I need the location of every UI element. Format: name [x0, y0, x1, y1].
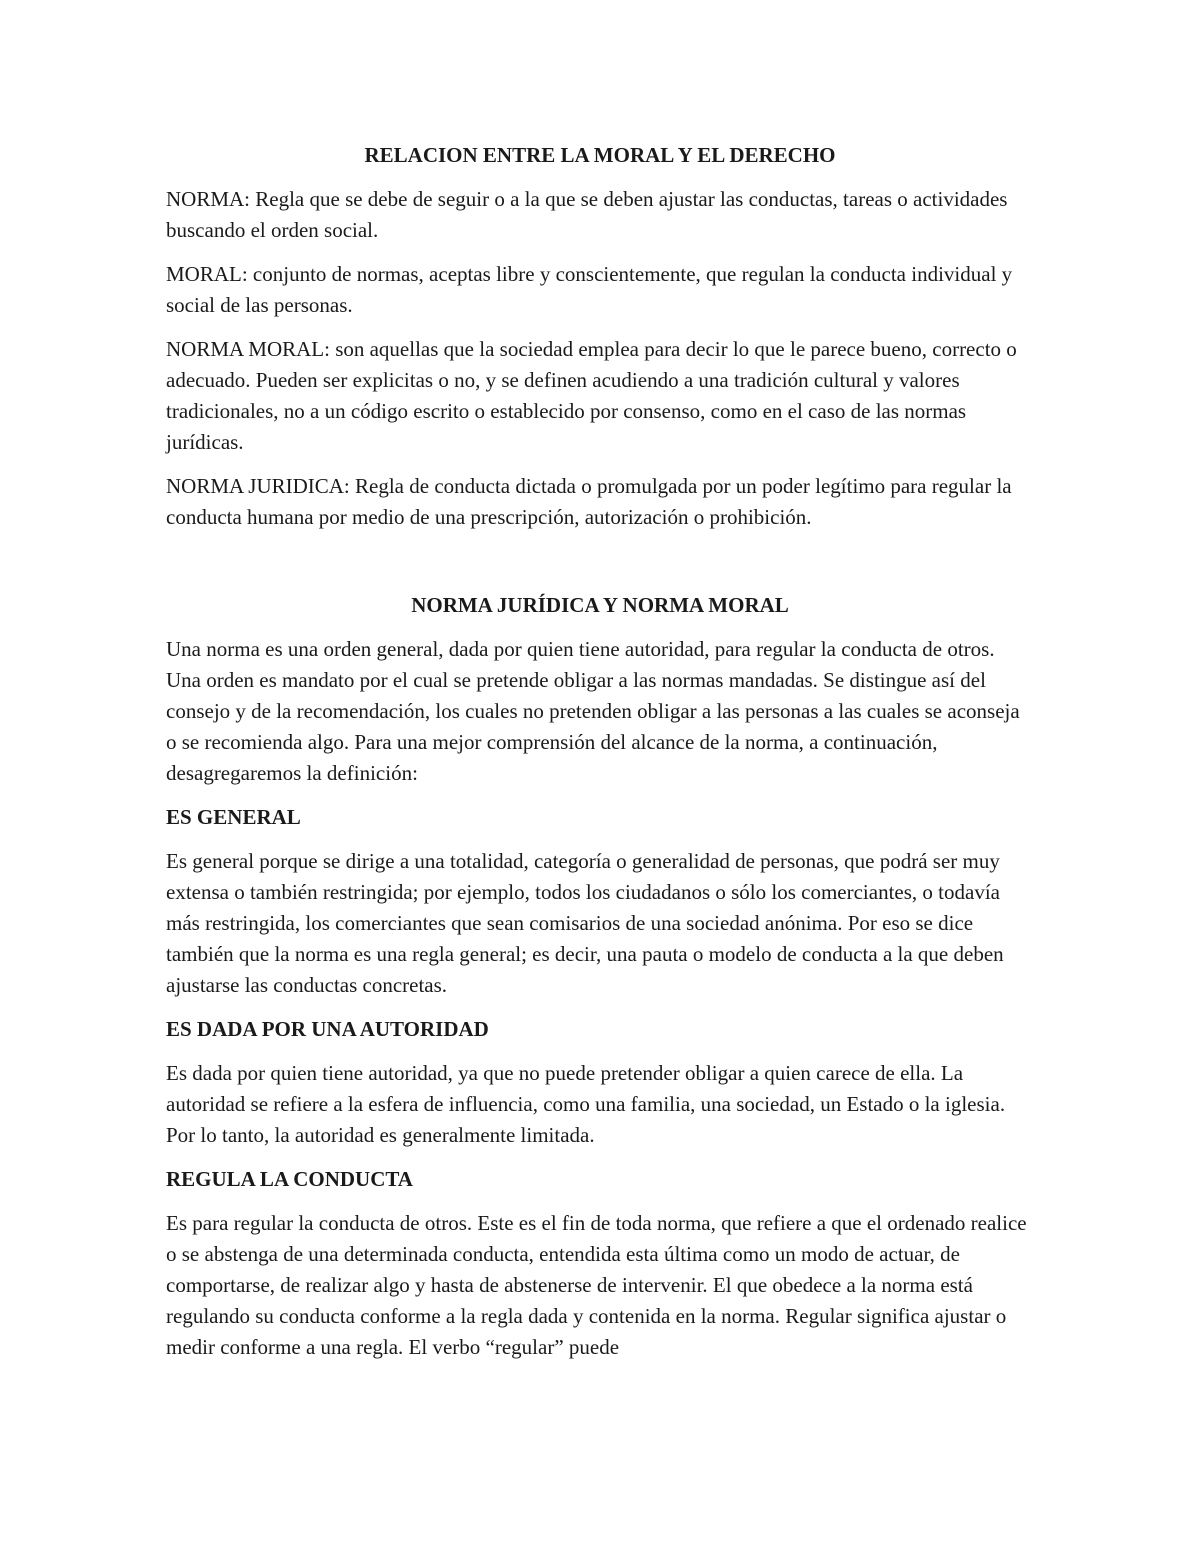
document-body — [166, 140, 1034, 1376]
paragraph-norma-moral: NORMA MORAL: son aquellas que la sociedad emplea para decir lo que le parece bueno, correcto o adecuado. Pueden ser explicitas o no, y se definen acudiendo a una tradición cultural y valores tradicionales, no a un código escrito o establecido por consenso, como en el caso de las normas jurídicas. — [166, 337, 1017, 454]
paragraph-regula: Es para regular la conducta de otros. Este es el fin de toda norma, que refiere a que el ordenado realice o se abstenga de una determinada conducta, entendida esta última como un modo de actuar, de comportarse, de realizar algo y hasta de abstenerse de intervenir. El que obedece a la norma está regulando su conducta conforme a la regla dada y contenida en la norma. Regular significa ajustar o medir conforme a una regla. El verbo “regular” puede — [166, 1211, 1027, 1359]
section-title: NORMA JURÍDICA Y NORMA MORAL — [411, 593, 789, 617]
paragraph-autoridad: Es dada por quien tiene autoridad, ya que no puede pretender obligar a quien carece de ella. La autoridad se refiere a la esfera de influencia, como una familia, una sociedad, un Estado o la iglesia. Por lo tanto, la autoridad es generalmente limitada. — [166, 1061, 1006, 1147]
section-spacer — [166, 546, 1034, 590]
document-title: RELACION ENTRE LA MORAL Y EL DERECHO — [364, 143, 836, 167]
subheading-autoridad: ES DADA POR UNA AUTORIDAD — [166, 1017, 489, 1041]
subheading-general: ES GENERAL — [166, 805, 301, 829]
paragraph-general: Es general porque se dirige a una totalidad, categoría o generalidad de personas, que podrá ser muy extensa o también restringida; por ejemplo, todos los ciudadanos o sólo los comerciantes, o todavía más restringida, los comerciantes que sean comisarios de una sociedad anónima. Por eso se dice también que la norma es una regla general; es decir, una pauta o modelo de conducta a la que deben ajustarse las conductas concretas. — [166, 849, 1004, 997]
paragraph-norma: NORMA: Regla que se debe de seguir o a la que se deben ajustar las conductas, tareas o actividades buscando el orden social. — [166, 187, 1008, 242]
paragraph-intro: Una norma es una orden general, dada por quien tiene autoridad, para regular la conducta de otros. Una orden es mandato por el cual se pretende obligar a las normas mandadas. Se distingue así del consejo y de la recomendación, los cuales no pretenden obligar a las personas a las cuales se aconseja o se recomienda algo. Para una mejor comprensión del alcance de la norma, a continuación, desagregaremos la definición: — [166, 637, 1020, 785]
subheading-regula: REGULA LA CONDUCTA — [166, 1167, 413, 1191]
paragraph-norma-juridica: NORMA JURIDICA: Regla de conducta dictada o promulgada por un poder legítimo para regular la conducta humana por medio de una prescripción, autorización o prohibición. — [166, 474, 1012, 529]
paragraph-moral: MORAL: conjunto de normas, aceptas libre y conscientemente, que regulan la conducta individual y social de las personas. — [166, 262, 1013, 317]
